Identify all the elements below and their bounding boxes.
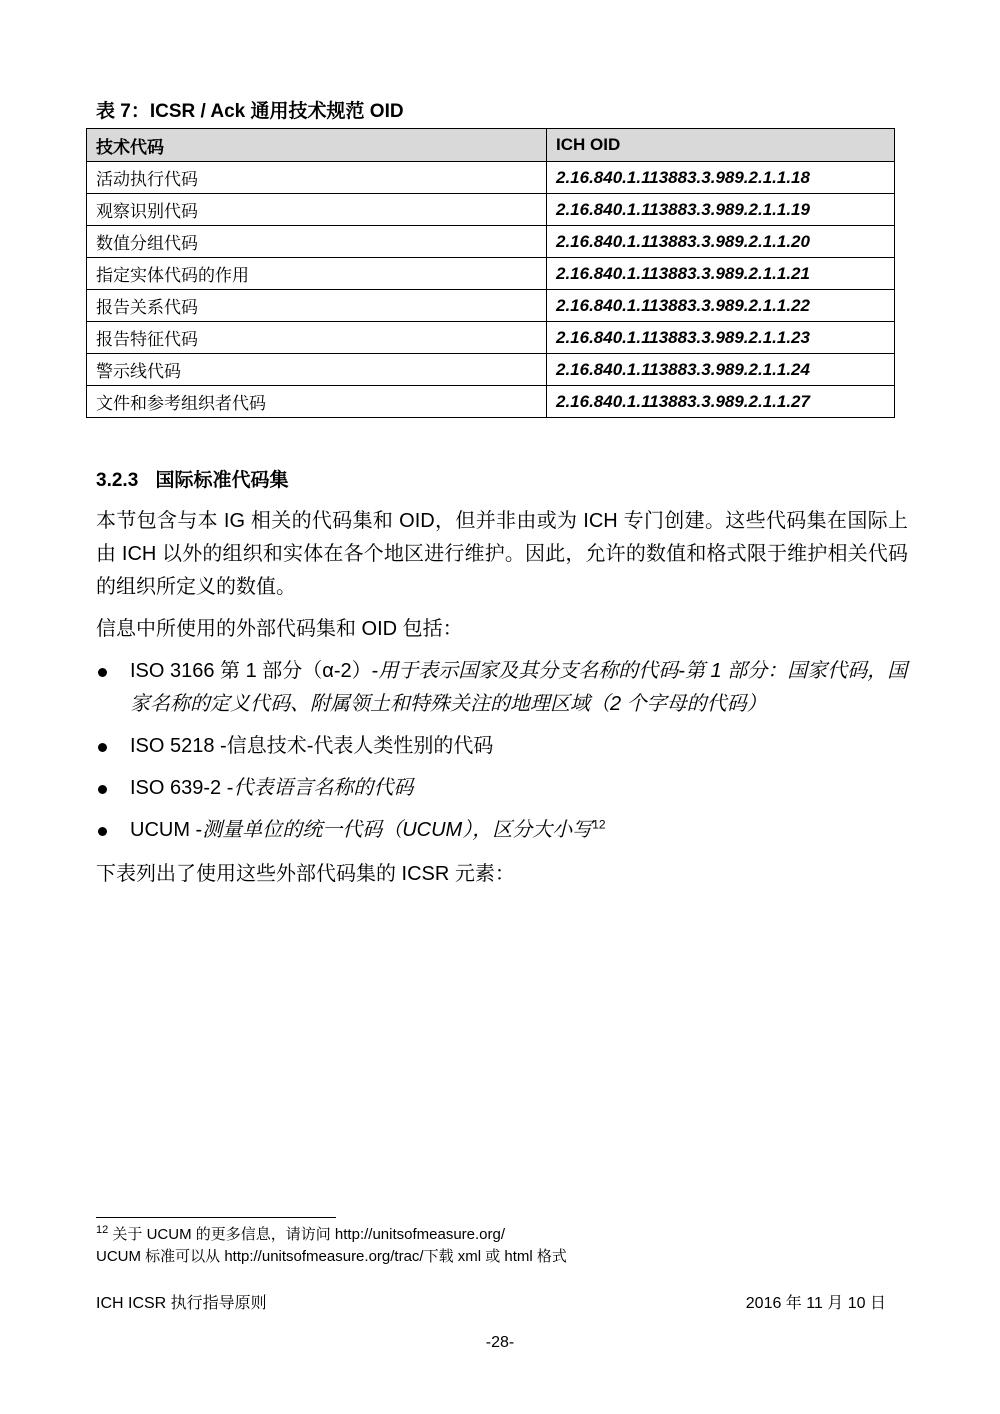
code-cell: 观察识别代码 [87, 194, 547, 226]
oid-cell: 2.16.840.1.113883.3.989.2.1.1.20 [547, 226, 895, 258]
footer-date: 2016 年 11 月 10 日 [745, 1295, 886, 1312]
external-code-list [96, 655, 908, 856]
list-item [96, 655, 908, 721]
code-cell: 警示线代码 [87, 354, 547, 386]
oid-cell: 2.16.840.1.113883.3.989.2.1.1.24 [547, 354, 895, 386]
intro-paragraph: 本节包含与本 IG 相关的代码集和 OID，但并非由或为 ICH 专门创建。这些代码集在国际上由 ICH 以外的组织和实体在各个地区进行维护。因此，允许的数值和格式限于维护相关代码的组织所定义的数值。 [96, 510, 908, 598]
code-cell: 报告特征代码 [87, 322, 547, 354]
item-lead: ISO 639-2 - [130, 777, 234, 799]
table-row [87, 162, 895, 194]
oid-cell: 2.16.840.1.113883.3.989.2.1.1.22 [547, 290, 895, 322]
page-number: -28- [485, 1334, 515, 1351]
footnote-line-1: $^{12}$ 关于 UCUM 的更多信息，请访问 http://unitsofmeasure.org/ [96, 1224, 506, 1243]
section-title: 国际标准代码集 [155, 470, 289, 491]
section-number: 3.2.3 [96, 470, 139, 491]
oid-cell: 2.16.840.1.113883.3.989.2.1.1.27 [547, 386, 895, 418]
code-cell: 报告关系代码 [87, 290, 547, 322]
oid-cell: 2.16.840.1.113883.3.989.2.1.1.21 [547, 258, 895, 290]
footnote-ref[interactable]: 12 [592, 817, 606, 832]
list-item [96, 772, 908, 805]
list-item [96, 814, 908, 847]
code-cell: 文件和参考组织者代码 [87, 386, 547, 418]
table-row [87, 386, 895, 418]
footnote [96, 1224, 567, 1268]
footnote-line-2: UCUM 标准可以从 http://unitsofmeasure.org/trac/下载 xml 或 html 格式 [96, 1248, 567, 1265]
item-desc: 用于表示国家及其分支名称的代码-第 1 部分：国家代码，国家名称的定义代码、附属领土和特殊关注的地理区域（2 个字母的代码） [130, 660, 908, 715]
table-caption: 表 7：ICSR / Ack 通用技术规范 OID [96, 101, 404, 122]
code-cell: 数值分组代码 [87, 226, 547, 258]
oid-cell: 2.16.840.1.113883.3.989.2.1.1.18 [547, 162, 895, 194]
table-row [87, 226, 895, 258]
table-row [87, 258, 895, 290]
table-intro-paragraph: 下表列出了使用这些外部代码集的 ICSR 元素： [96, 863, 515, 885]
list-item [96, 730, 908, 763]
footer-doc-title: ICH ICSR 执行指导原则 [96, 1295, 267, 1312]
footnote-divider [96, 1217, 336, 1218]
footnote-marker: 12 [96, 1224, 109, 1236]
oid-table [86, 128, 895, 418]
table-row [87, 354, 895, 386]
code-cell: 活动执行代码 [87, 162, 547, 194]
code-cell: 指定实体代码的作用 [87, 258, 547, 290]
external-codes-intro: 信息中所使用的外部代码集和 OID 包括： [96, 618, 463, 640]
column-header-code: 技术代码 [87, 129, 547, 162]
oid-cell: 2.16.840.1.113883.3.989.2.1.1.23 [547, 322, 895, 354]
item-desc: 信息技术-代表人类性别的代码 [226, 735, 494, 757]
table-row [87, 290, 895, 322]
oid-cell: 2.16.840.1.113883.3.989.2.1.1.19 [547, 194, 895, 226]
item-desc: 测量单位的统一代码（UCUM），区分大小写 [202, 819, 593, 841]
item-lead: UCUM - [130, 819, 203, 841]
item-desc: 代表语言名称的代码 [233, 777, 414, 799]
table-row [87, 194, 895, 226]
item-lead: ISO 5218 - [130, 735, 227, 757]
table-row [87, 322, 895, 354]
column-header-oid: ICH OID [547, 129, 895, 162]
section-heading [96, 465, 289, 492]
item-lead: ISO 3166 第 1 部分（α-2）- [130, 660, 379, 682]
table-header-row [87, 129, 895, 162]
